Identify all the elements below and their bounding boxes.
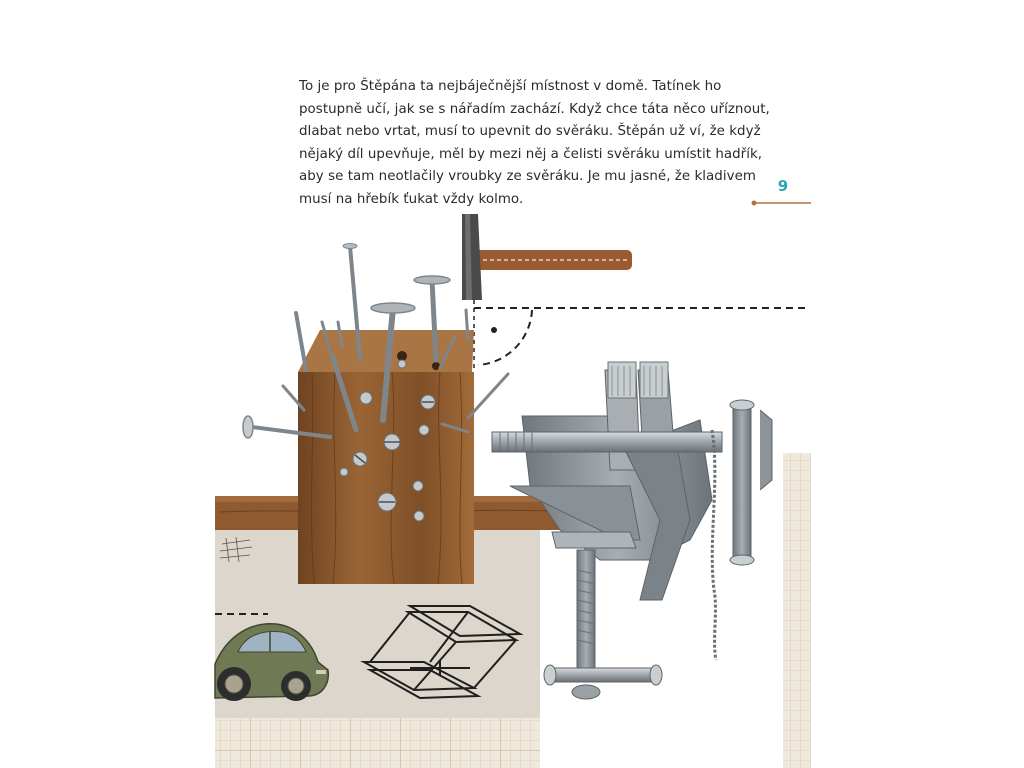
angle-marker	[474, 300, 497, 370]
paragraph-line-1: To je pro Štěpána ta nejbáječnější místnost v domě. Tatínek ho	[299, 79, 722, 94]
paragraph-line-5: aby se tam neotlačily vroubky ze svěráku. Je mu jasné, že kladivem	[299, 169, 756, 185]
paragraph-line-4: nějaký díl upevňuje, měl by mezi něj a čelisti svěráku umístit hadřík,	[299, 146, 763, 162]
paragraph-line-2: postupně učí, jak se s nářadím zachází. Když chce táta něco uříznout,	[299, 101, 770, 117]
paragraph-line-3: dlabat nebo vrtat, musí to upevnit do svěráku. Štěpán už ví, že když	[299, 124, 761, 140]
page-number-rule	[752, 201, 812, 206]
hammer-icon	[462, 214, 632, 300]
paragraph-line-6: musí na hřebík ťukat vždy kolmo.	[299, 191, 524, 207]
dashed-guide	[474, 308, 810, 365]
page-number: 9	[777, 177, 789, 195]
